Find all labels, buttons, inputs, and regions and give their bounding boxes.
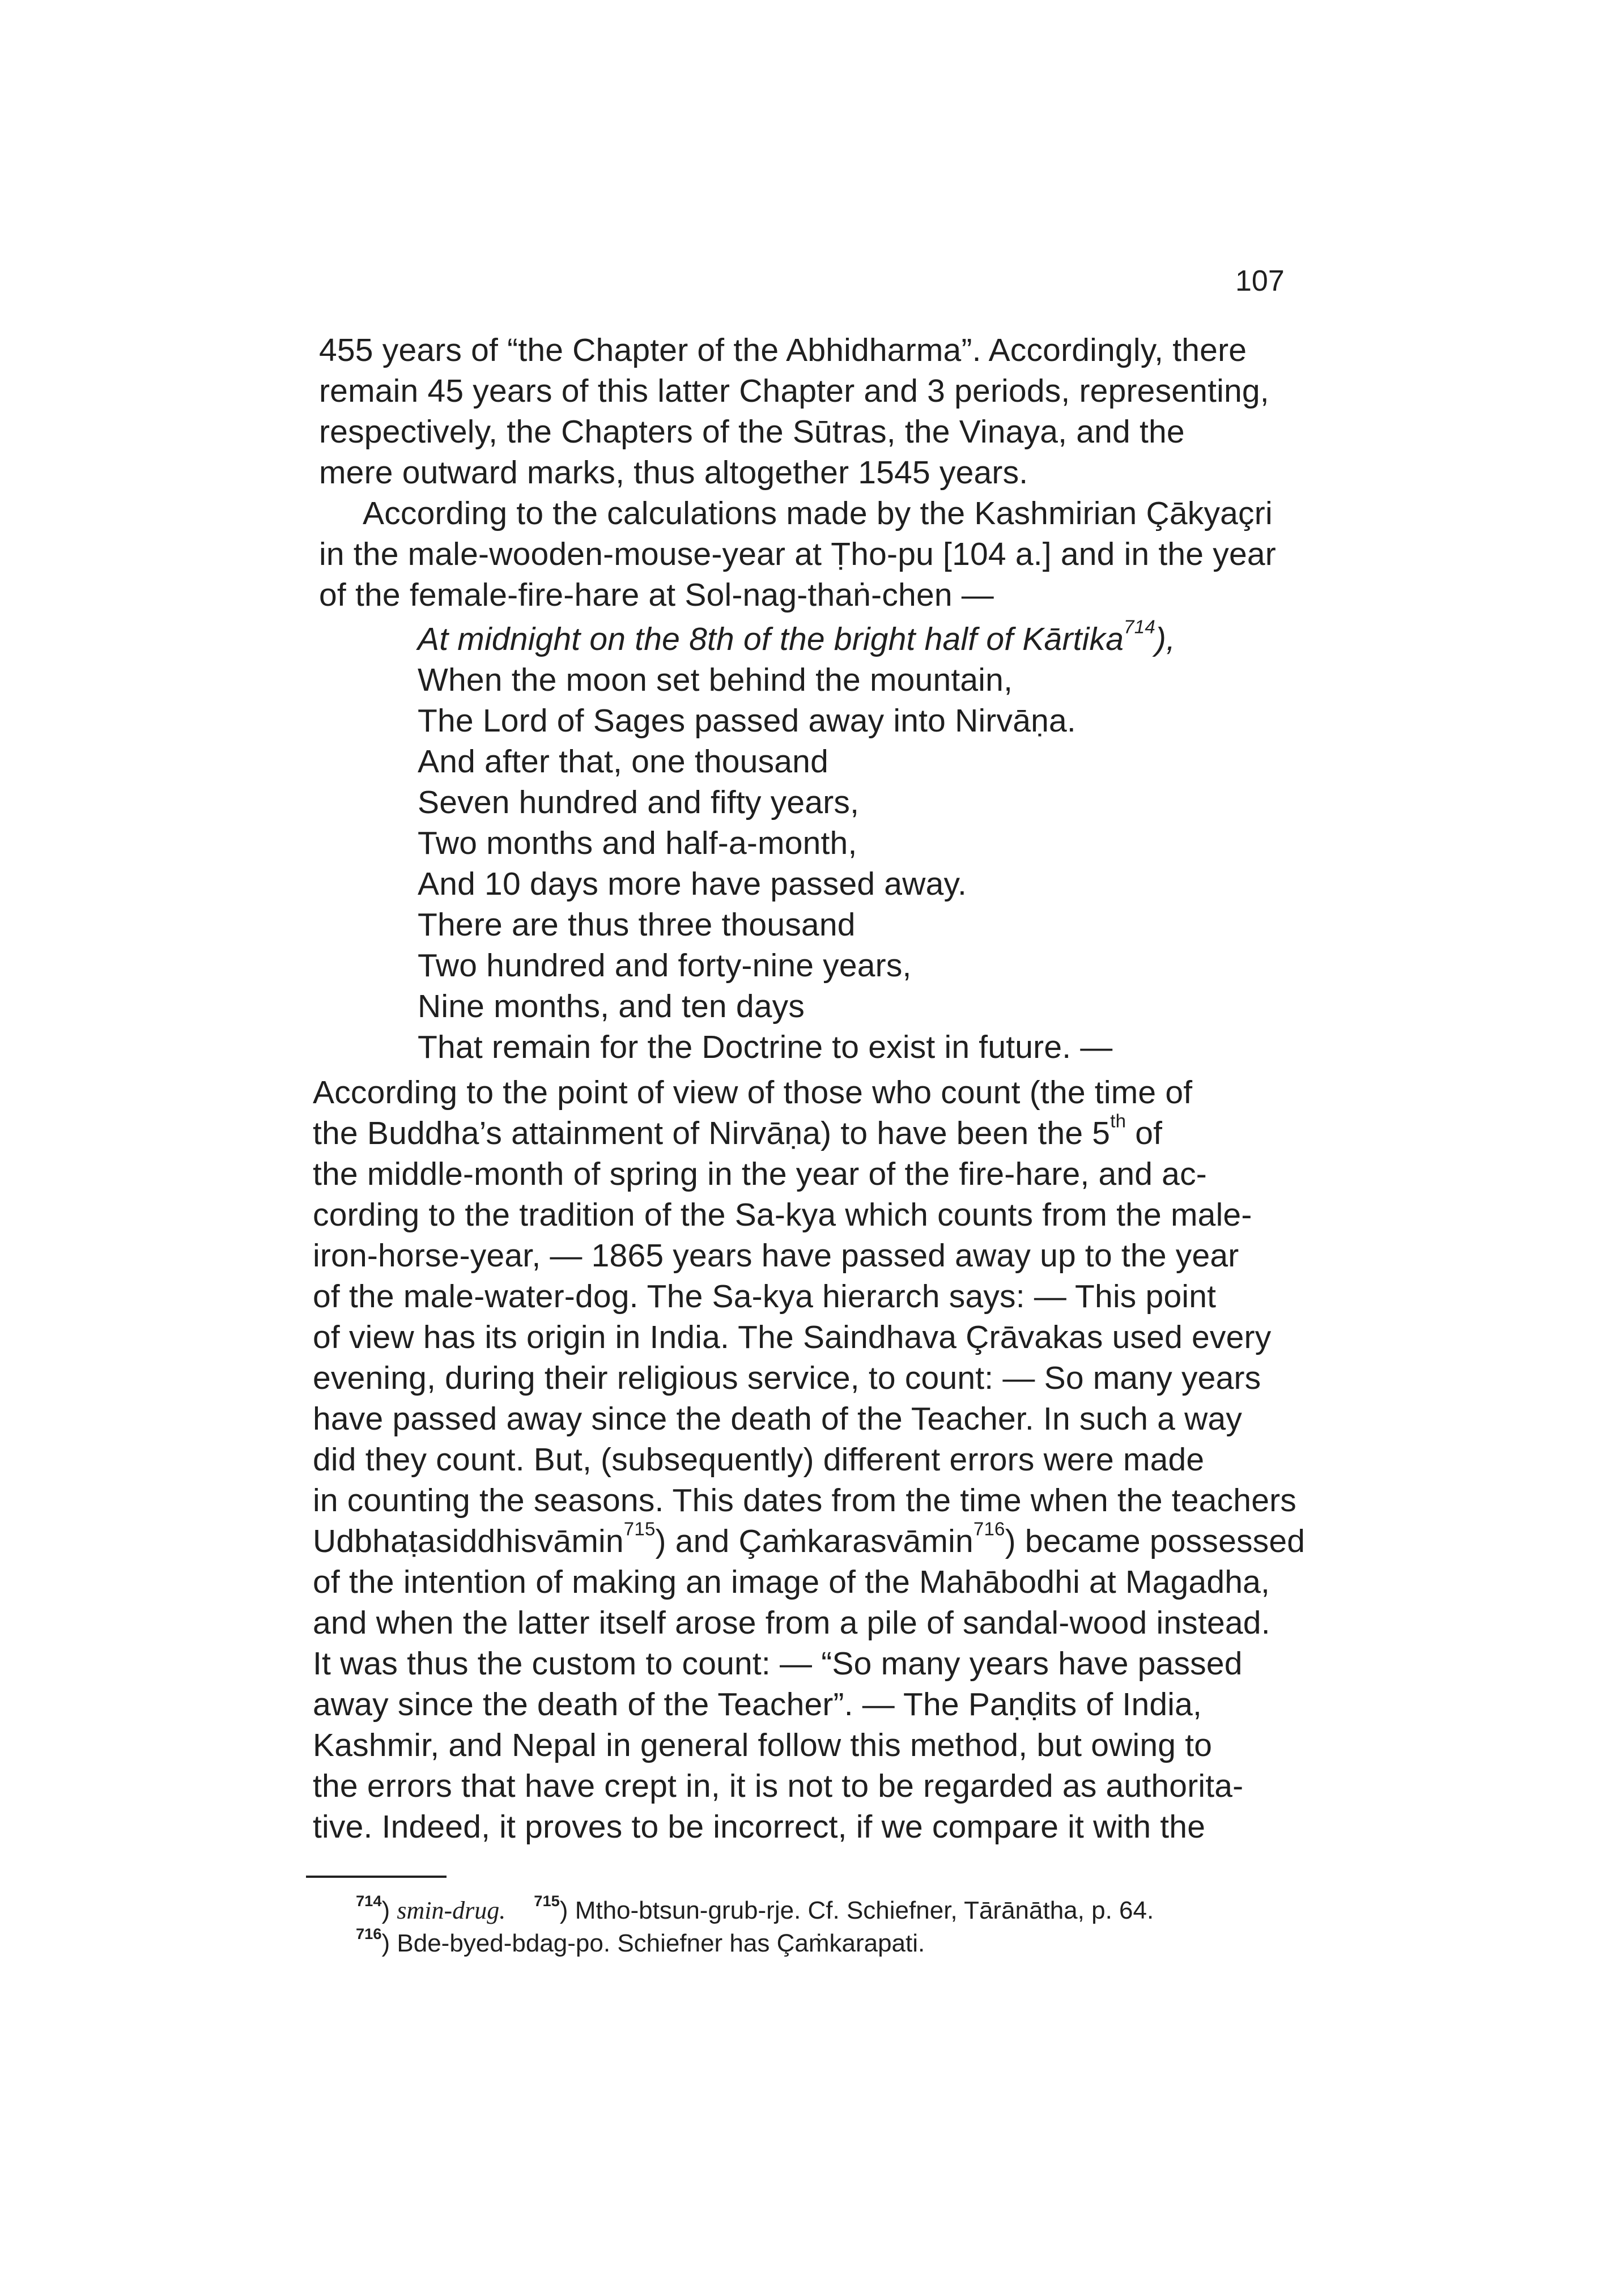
verse-line: Two hundred and forty-nine years, — [418, 947, 912, 984]
text-line: did they count. But, (subsequently) different errors were made — [313, 1442, 1205, 1478]
footnote-mark-716: 716 — [356, 1925, 382, 1943]
footnote-rule — [306, 1876, 447, 1878]
text-line: in counting the seasons. This dates from the time when the teachers — [313, 1482, 1296, 1519]
text-line: of the male-water-dog. The Sa-kya hierarch says: — This point — [313, 1278, 1217, 1315]
text-line — [313, 1519, 1306, 1559]
text-line: of view has its origin in India. The Saindhava Çrāvakas used every — [313, 1319, 1272, 1355]
footnote-ref-714: 714 — [1124, 616, 1155, 638]
footnote-ref-715: 715 — [623, 1519, 656, 1540]
text-line: It was thus the custom to count: — “So many years have passed — [313, 1646, 1243, 1682]
text-line: the middle-month of spring in the year of the fire-hare, and ac- — [313, 1156, 1207, 1192]
footnote-715-text: Mtho-btsun-grub-rje. Cf. Schiefner, Tārānātha, p. 64. — [575, 1897, 1154, 1924]
text-segment: Udbhaṭasiddhisvāmin — [313, 1523, 624, 1559]
verse-text: ), — [1155, 621, 1176, 657]
text-line: remain 45 years of this latter Chapter and 3 periods, representing, — [319, 373, 1269, 409]
verse-line: When the moon set behind the mountain, — [418, 662, 1013, 698]
text-line: According to the calculations made by the Kashmirian Çākyaçri — [363, 495, 1273, 532]
text-segment: of — [1126, 1115, 1163, 1151]
text-line: 455 years of “the Chapter of the Abhidharma”. Accordingly, there — [319, 332, 1247, 368]
text-line: tive. Indeed, it proves to be incorrect, if we compare it with the — [313, 1809, 1206, 1845]
footnote-714-text: smin-drug. — [397, 1897, 506, 1924]
text-line: mere outward marks, thus altogether 1545 years. — [319, 454, 1028, 491]
footnote-ref-716: 716 — [973, 1519, 1005, 1540]
text-line: evening, during their religious service, to count: — So many years — [313, 1360, 1261, 1396]
verse-line: Seven hundred and fifty years, — [418, 784, 860, 820]
text-line: of the intention of making an image of the Mahābodhi at Magadha, — [313, 1564, 1270, 1600]
text-line: in the male-wooden-mouse-year at Ṭho-pu [104 a.] and in the year — [319, 536, 1276, 572]
footnote-line: $^{714}$) smin-drug. $^{715}$) Mtho-btsun-grub-rje. Cf. Schiefner, Tārānātha, p. 64. — [356, 1892, 1154, 1924]
text-segment: ) became possessed — [1005, 1523, 1306, 1559]
verse-line: Nine months, and ten days — [418, 988, 805, 1024]
text-line: Kashmir, and Nepal in general follow this method, but owing to — [313, 1727, 1213, 1763]
verse-line: Two months and half-a-month, — [418, 825, 857, 861]
verse-line: And after that, one thousand — [418, 743, 828, 780]
footnote-mark-714: 714 — [356, 1892, 382, 1910]
verse-line: The Lord of Sages passed away into Nirvāṇa. — [418, 703, 1076, 739]
text-line: away since the death of the Teacher”. — The Paṇḍits of India, — [313, 1686, 1202, 1723]
page-number: 107 — [1235, 265, 1285, 297]
verse-line: There are thus three thousand — [418, 907, 856, 943]
text-line: According to the point of view of those who count (the time of — [313, 1074, 1193, 1111]
verse-line — [418, 616, 1176, 657]
text-line: the errors that have crept in, it is not to be regarded as authorita- — [313, 1768, 1244, 1804]
verse-line: That remain for the Doctrine to exist in future. — — [418, 1029, 1113, 1065]
text-line: cording to the tradition of the Sa-kya which counts from the male- — [313, 1197, 1252, 1233]
ordinal-suffix: th — [1110, 1111, 1126, 1132]
footnote-mark-715: 715 — [534, 1892, 560, 1910]
text-line — [313, 1111, 1163, 1151]
text-segment: the Buddha’s attainment of Nirvāṇa) to have been the 5 — [313, 1115, 1111, 1151]
footnote-line: $^{716}$) Bde-byed-bdag-po. Schiefner has Çaṁkarapati. — [356, 1925, 925, 1957]
text-line: and when the latter itself arose from a pile of sandal-wood instead. — [313, 1605, 1270, 1641]
text-line: respectively, the Chapters of the Sūtras, the Vinaya, and the — [319, 414, 1185, 450]
verse-text: At midnight on the 8th of the bright half of Kārtika — [418, 621, 1124, 657]
text-line: iron-horse-year, — 1865 years have passed away up to the year — [313, 1238, 1239, 1274]
text-segment: ) and Çaṁkarasvāmin — [655, 1523, 973, 1559]
text-line: have passed away since the death of the Teacher. In such a way — [313, 1401, 1243, 1437]
footnote-716-text: Bde-byed-bdag-po. Schiefner has Çaṁkarapati. — [397, 1929, 925, 1957]
text-line: of the female-fire-hare at Sol-nag-thaṅ-chen — — [319, 577, 994, 613]
verse-line: And 10 days more have passed away. — [418, 866, 967, 902]
